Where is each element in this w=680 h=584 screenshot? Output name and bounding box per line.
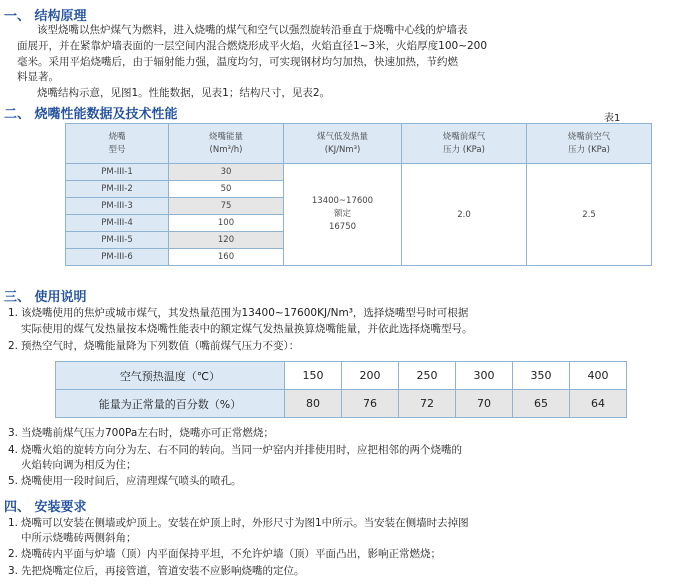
s4-item-3-number: 3. — [8, 565, 19, 577]
s3-item-3-text: 当烧嘴前煤气压力700Pa左右时，烧嘴亦可正常燃烧； — [21, 427, 274, 439]
s4-item-2-number: 2. — [8, 548, 19, 560]
percentage-cell: 65 — [513, 390, 570, 418]
capacity-cell: 50 — [169, 181, 284, 198]
temperature-cell: 400 — [570, 362, 627, 390]
s3-item-2-number: 2. — [8, 340, 19, 352]
s3-item-1-number: 1. — [8, 307, 19, 319]
temperature-cell: 250 — [399, 362, 456, 390]
model-cell: PM-III-6 — [66, 249, 169, 266]
air-pressure-cell: 2.5 — [527, 164, 652, 266]
s4-item-2-text: 烧嘴砖内平面与炉墙（顶）内平面保持平坦，不允许炉墙（顶）平面凸出，影响正常燃烧； — [21, 548, 441, 560]
energy-percentage-row — [56, 390, 627, 418]
preheat-table — [55, 361, 627, 418]
table-1-label: 表1 — [604, 113, 621, 124]
s1-para-1-line-4: 料显著。 — [17, 71, 59, 83]
percentage-cell: 76 — [342, 390, 399, 418]
header-air-pressure: 烧嘴前空气 压力 (KPa) — [527, 124, 652, 164]
s1-para-1-line-3: 毫米。采用平焰烧嘴后，由于辐射能力强，温度均匀，可实现钢材均匀加热，快速加热，节约燃 — [17, 56, 458, 68]
section-1-title: 一、 结构原理 — [4, 9, 87, 24]
gas-pressure-cell: 2.0 — [402, 164, 527, 266]
header-heat-value: 煤气低发热量 (KJ/Nm³) — [284, 124, 402, 164]
capacity-cell: 30 — [169, 164, 284, 181]
model-cell: PM-III-3 — [66, 198, 169, 215]
s1-para-1-line-2: 面展开，并在紧靠炉墙表面的一层空间内混合燃烧形成平火焰，火焰直径1~3米，火焰厚度100~200 — [17, 40, 488, 52]
s4-item-1-line-1: 烧嘴可以安装在侧墙或炉顶上。安装在炉顶上时，外形尺寸为图1中所示。当安装在侧墙时去掉图 — [21, 517, 469, 529]
s3-item-5-text: 烧嘴使用一段时间后，应清理煤气喷头的喷孔。 — [21, 475, 242, 487]
percentage-cell: 70 — [456, 390, 513, 418]
s1-para-2: 烧嘴结构示意，见图1。性能数据，见表1；结构尺寸，见表2。 — [37, 87, 331, 99]
percentage-cell: 80 — [285, 390, 342, 418]
s4-item-1-line-2: 中所示烧嘴砖两侧斜角； — [21, 532, 137, 544]
performance-table-header — [66, 124, 652, 164]
header-model: 烧嘴 型号 — [66, 124, 169, 164]
section-3-title: 三、 使用说明 — [4, 290, 87, 305]
percentage-cell: 72 — [399, 390, 456, 418]
s1-para-1-line-1: 该型烧嘴以焦炉煤气为燃料，进入烧嘴的煤气和空气以强烈旋转沿垂直于烧嘴中心线的炉墙表 — [37, 24, 468, 36]
percentage-cell: 64 — [570, 390, 627, 418]
model-cell: PM-III-5 — [66, 232, 169, 249]
s3-item-4-line-2: 火焰转向调为相反为住； — [21, 459, 137, 471]
s4-item-3-text: 先把烧嘴定位后，再接管道，管道安装不应影响烧嘴的定位。 — [21, 565, 305, 577]
section-2-title: 二、 烧嘴性能数据及技术性能 — [4, 107, 178, 122]
temperature-cell: 150 — [285, 362, 342, 390]
temperature-cell: 300 — [456, 362, 513, 390]
s3-item-1-line-2: 实际使用的煤气发热量按本烧嘴性能表中的额定煤气发热量换算烧嘴能量，并依此选择烧嘴型号。 — [21, 323, 473, 335]
s3-item-4-line-1: 烧嘴火焰的旋转方向分为左、右不同的转向。当同一炉窑内并排使用时，应把相邻的两个烧嘴的 — [21, 444, 462, 456]
capacity-cell: 160 — [169, 249, 284, 266]
section-4-title: 四、 安装要求 — [4, 500, 87, 515]
table-row — [66, 164, 652, 181]
model-cell: PM-III-4 — [66, 215, 169, 232]
capacity-cell: 100 — [169, 215, 284, 232]
capacity-cell: 75 — [169, 198, 284, 215]
s3-item-5-number: 5. — [8, 475, 19, 487]
performance-table — [65, 123, 652, 266]
s3-item-2-text: 预热空气时，烧嘴能量降为下列数值（嘴前煤气压力不变）： — [21, 340, 300, 352]
s3-item-3-number: 3. — [8, 427, 19, 439]
model-cell: PM-III-2 — [66, 181, 169, 198]
header-gas-pressure: 烧嘴前煤气 压力 (KPa) — [402, 124, 527, 164]
preheat-temperature-row — [56, 362, 627, 390]
energy-percentage-label: 能量为正常量的百分数（%） — [56, 390, 285, 418]
s3-item-4-number: 4. — [8, 444, 19, 456]
model-cell: PM-III-1 — [66, 164, 169, 181]
temperature-cell: 350 — [513, 362, 570, 390]
preheat-temperature-label: 空气预热温度（℃） — [56, 362, 285, 390]
header-capacity: 烧嘴能量 (Nm³/h) — [169, 124, 284, 164]
s3-item-1-line-1: 该烧嘴使用的焦炉或城市煤气，其发热量范围为13400~17600KJ/Nm³，选择烧嘴型号时可根据 — [21, 307, 469, 319]
heat-value-cell: 13400~17600 额定 16750 — [284, 164, 402, 266]
temperature-cell: 200 — [342, 362, 399, 390]
capacity-cell: 120 — [169, 232, 284, 249]
s4-item-1-number: 1. — [8, 517, 19, 529]
